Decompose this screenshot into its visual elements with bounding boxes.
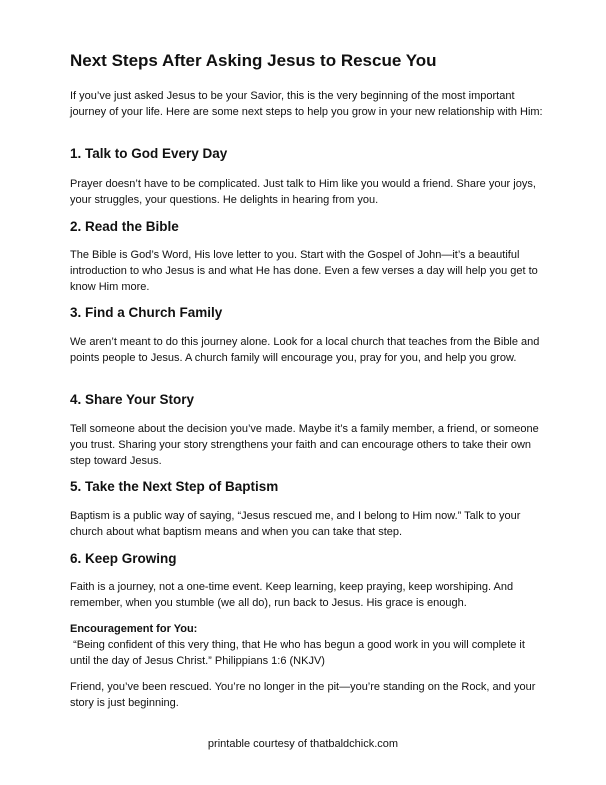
section-text-1: Prayer doesn’t have to be complicated. Just talk to Him like you would a friend. Share your joys, your struggles, your questions. He delights in hearing from you. [70,178,536,206]
encouragement-quote: “Being confident of this very thing, that He who has begun a good work in you will complete it until the day of Jesus Christ.” Philippians 1:6 (NKJV) [70,639,528,667]
section-text-3: We aren’t meant to do this journey alone. Look for a local church that teaches from the Bible and points people to Jesus. A church family will encourage you, pray for you, and help you grow. [70,336,540,364]
section-heading-5: 5. Take the Next Step of Baptism [70,479,279,494]
closing-paragraph: Friend, you’ve been rescued. You’re no longer in the pit—you’re standing on the Rock, and your story is just beginning. [70,681,536,709]
encouragement-label: Encouragement for You: [70,623,198,635]
section-heading-3: 3. Find a Church Family [70,305,223,320]
section-heading-1: 1. Talk to God Every Day [70,146,228,161]
section-text-4: Tell someone about the decision you’ve made. Maybe it’s a family member, a friend, or someone you trust. Sharing your story strengthens your faith and can encourage others to take their own step toward Jesus. [70,423,539,467]
intro-paragraph: If you’ve just asked Jesus to be your Savior, this is the very beginning of the most important journey of your life. Here are some next steps to help you grow in your new relationship with Him: [70,90,543,118]
encouragement-block [70,621,544,669]
page-title: Next Steps After Asking Jesus to Rescue You [70,51,437,70]
section-heading-4: 4. Share Your Story [70,392,195,407]
section-heading-6: 6. Keep Growing [70,551,177,566]
section-text-5: Baptism is a public way of saying, “Jesus rescued me, and I belong to Him now.” Talk to your church about what baptism means and when you can take that step. [70,510,521,538]
section-text-2: The Bible is God’s Word, His love letter to you. Start with the Gospel of John—it’s a beautiful introduction to who Jesus is and what He has done. Even a few verses a day will help you get to know Him more. [70,249,538,293]
section-heading-2: 2. Read the Bible [70,219,179,234]
footer-credit: printable courtesy of thatbaldchick.com [207,738,399,750]
section-text-6: Faith is a journey, not a one-time event. Keep learning, keep praying, keep worshiping. And remember, when you stumble (we all do), run back to Jesus. His grace is enough. [70,581,514,609]
